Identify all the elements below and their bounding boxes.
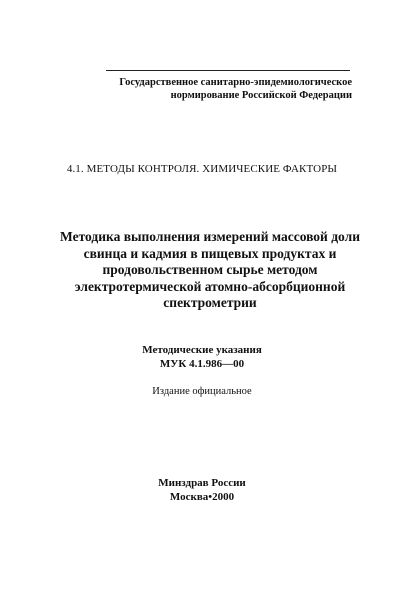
section-heading: 4.1. МЕТОДЫ КОНТРОЛЯ. ХИМИЧЕСКИЕ ФАКТОРЫ [66,163,338,175]
header-authority [52,76,352,102]
header-rule [106,70,350,71]
document-title [40,229,380,312]
publisher-city-year: Москва•2000 [169,491,235,503]
document-type [0,344,404,371]
publisher-name: Минздрав России [158,477,246,489]
title-line-4: электротермической атомно-абсорбционной [74,278,346,294]
title-line-2: свинца и кадмия в пищевых продуктах и [83,245,337,261]
header-line-1: Государственное санитарно-эпидемиологическое [119,77,352,88]
title-line-5: спектрометрии [163,295,257,310]
document-code: МУК 4.1.986—00 [159,357,245,370]
publisher-block [0,476,404,504]
title-line-3: продовольственном сырье методом [102,262,318,277]
title-line-1: Методика выполнения измерений массовой доли [60,229,360,244]
document-kind: Методические указания [142,344,262,356]
edition-note: Издание официальное [152,386,252,397]
header-line-2: нормирование Российской Федерации [170,90,352,101]
